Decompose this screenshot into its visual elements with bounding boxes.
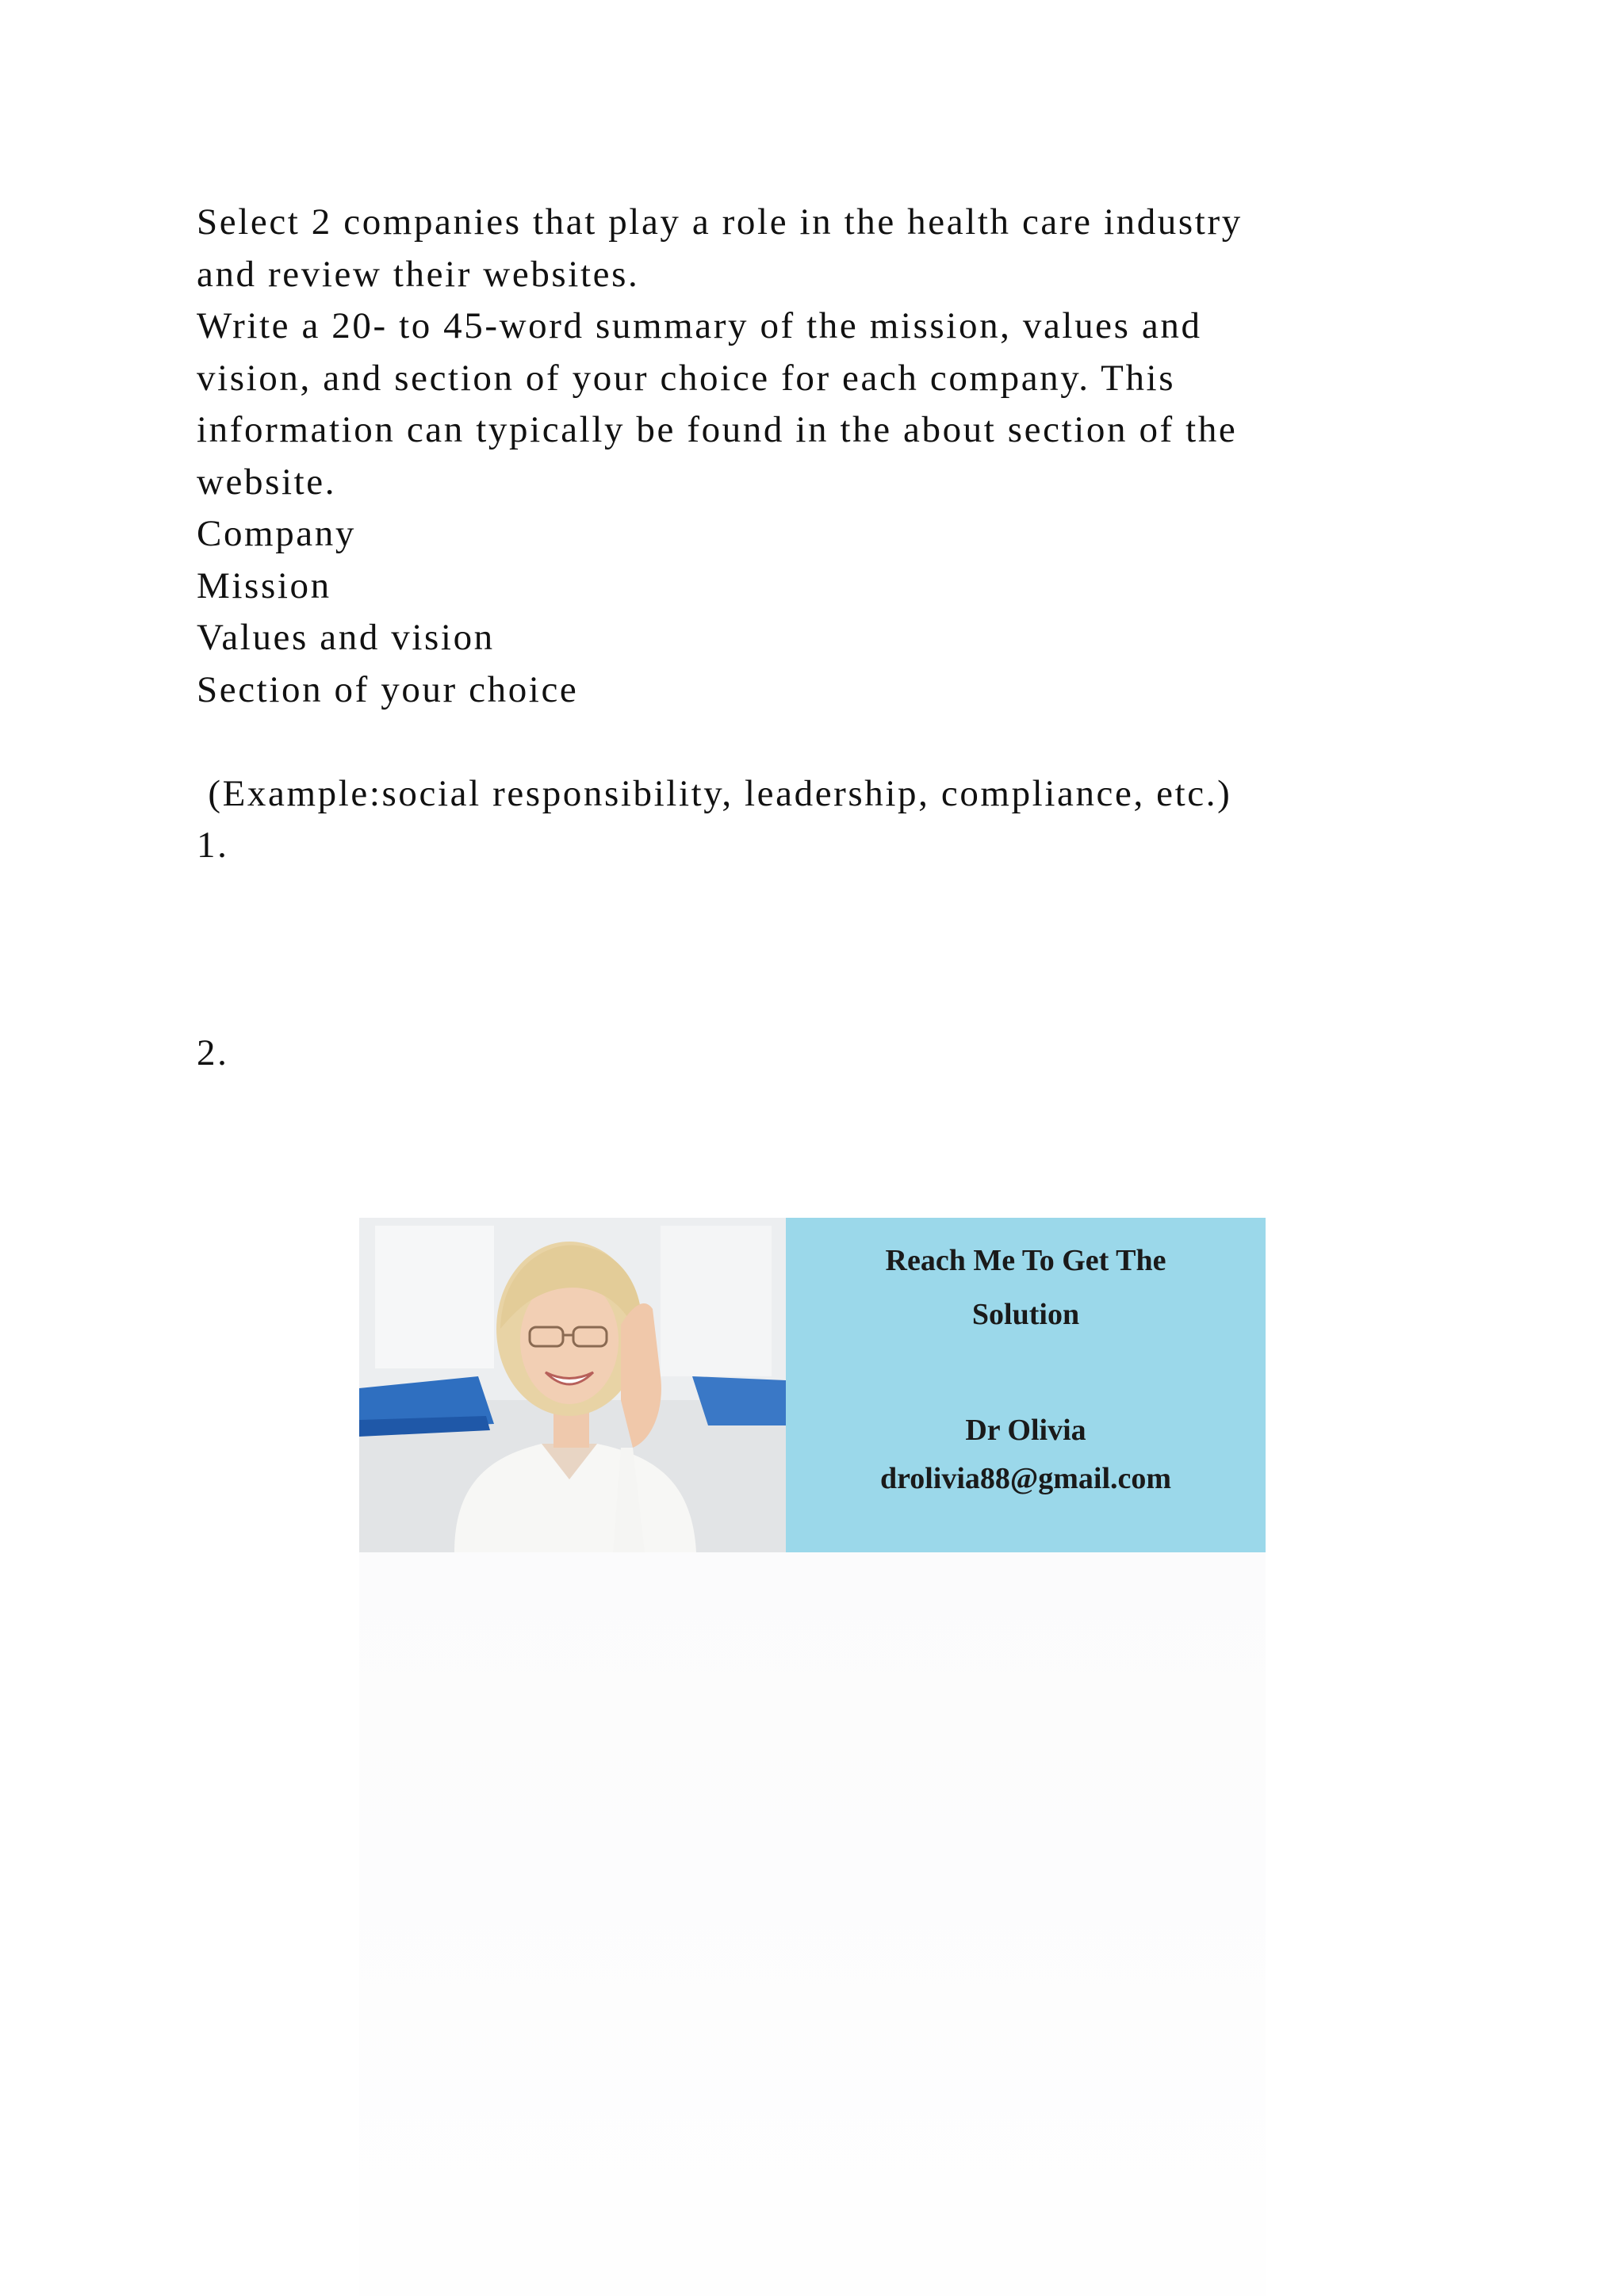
text-line: website. [197, 461, 337, 503]
example-note: (Example:social responsibility, leadership, compliance, etc.) [197, 772, 1232, 814]
faded-background [359, 1552, 1266, 2296]
table-header-section-choice: Section of your choice [197, 668, 579, 710]
text-line: and review their websites. [197, 253, 640, 295]
woman-photo-illustration [359, 1218, 786, 1552]
text-line: Write a 20- to 45-word summary of the mission, values and [197, 305, 1202, 346]
table-header-company: Company [197, 513, 356, 554]
text-line: vision, and section of your choice for each company. This [197, 357, 1176, 399]
table-header-mission: Mission [197, 564, 331, 607]
text-line: information can typically be found in the about section of the [197, 409, 1238, 450]
table-header-values-vision: Values and vision [197, 617, 495, 658]
banner-email[interactable]: drolivia88@gmail.com [879, 1462, 1172, 1495]
row-number-1: 1. [197, 825, 229, 866]
row-number-2: 2. [197, 1031, 229, 1073]
contact-card [786, 1218, 1266, 1552]
banner-heading-line2: Solution [971, 1298, 1080, 1331]
text-line: Select 2 companies that play a role in the health care industry [197, 201, 1243, 243]
woman-photo [359, 1218, 786, 1552]
contact-banner [359, 1218, 1266, 1552]
banner-name: Dr Olivia [965, 1414, 1086, 1447]
banner-heading-line1: Reach Me To Get The [885, 1244, 1166, 1277]
blank-line [197, 716, 1434, 768]
document-body [197, 197, 1434, 1079]
blank-space [197, 872, 1434, 1027]
